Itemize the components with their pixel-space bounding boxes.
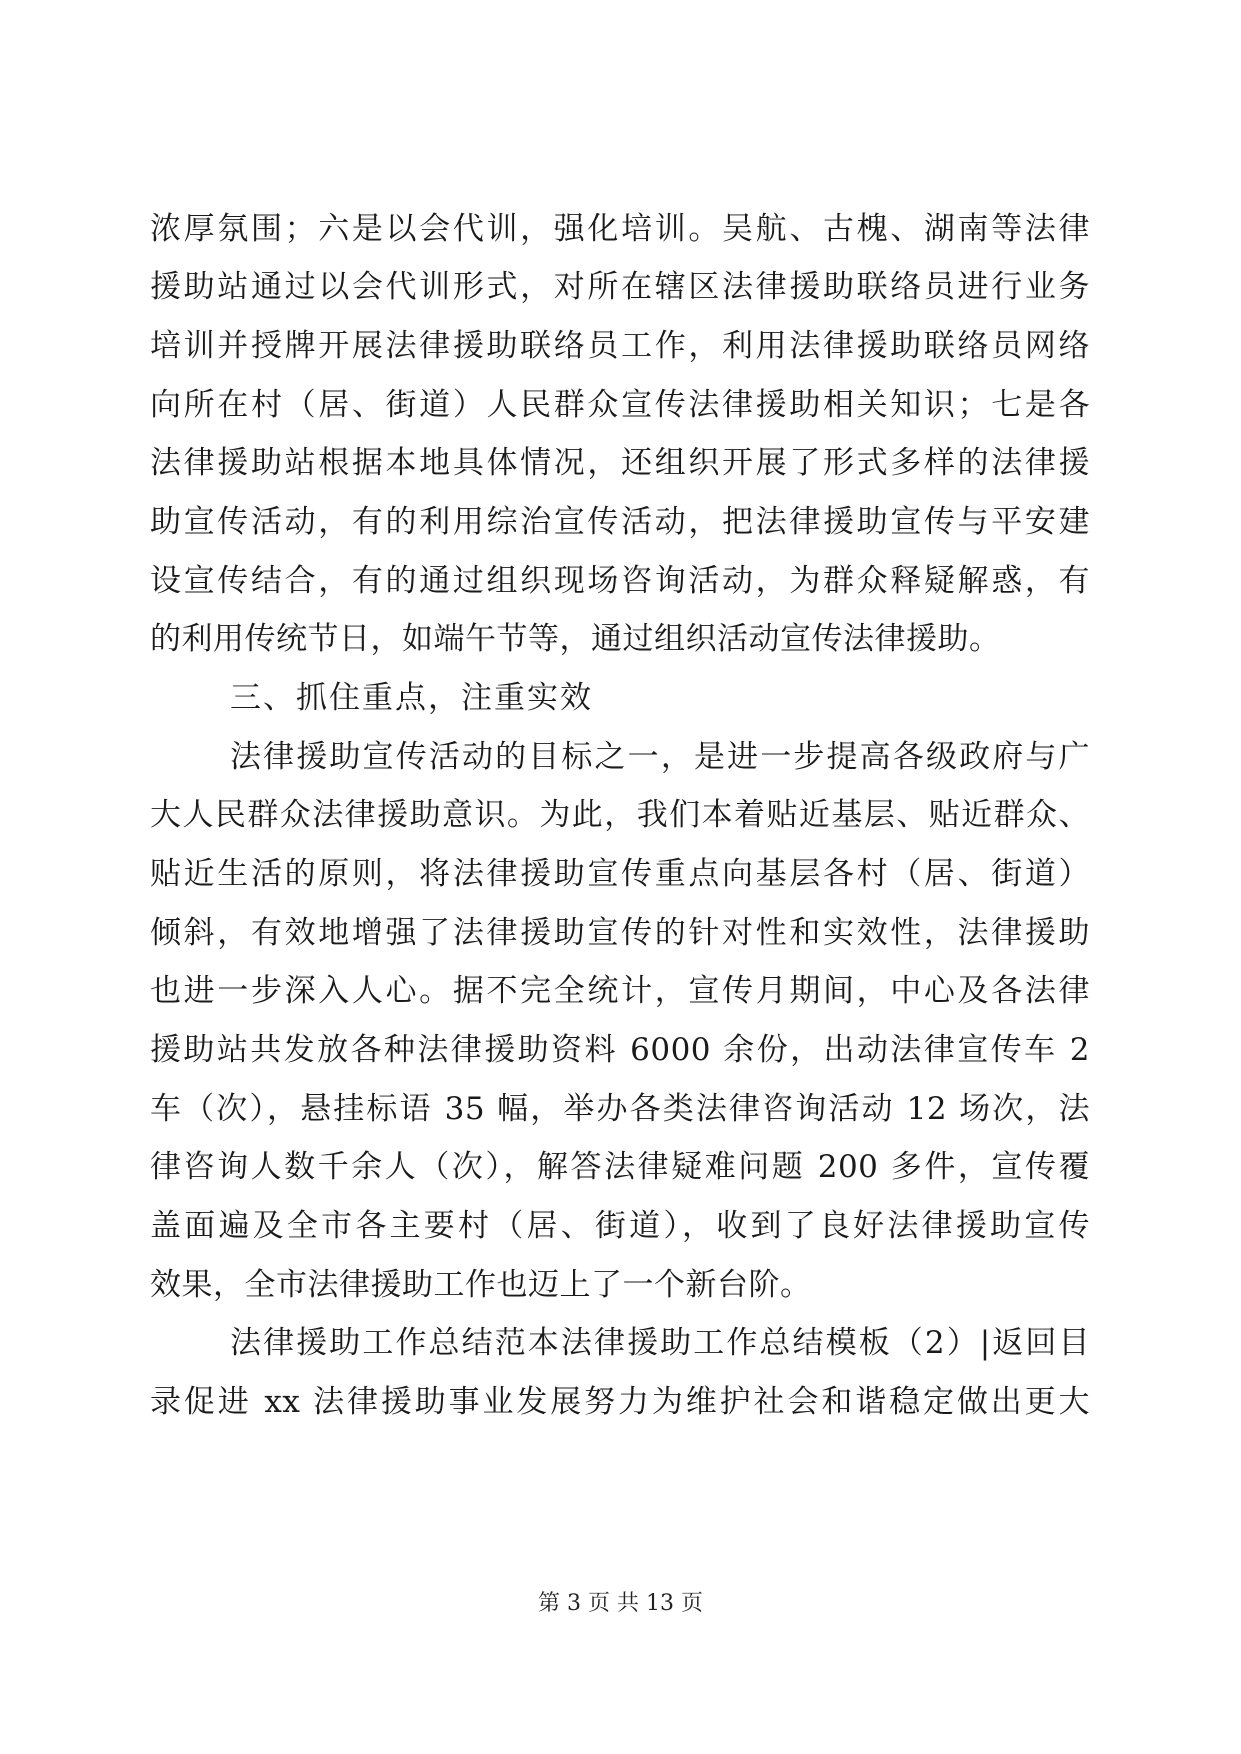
- paragraph-line: 助宣传活动，有的利用综治宣传活动，把法律援助宣传与平安建: [150, 504, 1090, 540]
- paragraph-line: 设宣传结合，有的通过组织现场咨询活动，为群众释疑解惑，有: [150, 563, 1090, 599]
- paragraph-line: 车（次），悬挂标语 35 幅，举办各类法律咨询活动 12 场次，法: [150, 1091, 1090, 1127]
- paragraph-line: 法律援助站根据本地具体情况，还组织开展了形式多样的法律援: [150, 445, 1090, 481]
- paragraph-line: 录促进 xx 法律援助事业发展努力为维护社会和谐稳定做出更大: [150, 1384, 1090, 1420]
- paragraph-line: 法律援助工作总结范本法律援助工作总结模板（2）|返回目: [230, 1325, 1090, 1361]
- paragraph-line: 培训并授牌开展法律援助联络员工作，利用法律援助联络员网络: [150, 328, 1090, 364]
- page-number-label: 第 3 页 共 13 页: [538, 1591, 703, 1616]
- paragraph-line: 贴近生活的原则，将法律援助宣传重点向基层各村（居、街道）: [150, 856, 1090, 892]
- paragraph-line: 效果，全市法律援助工作也迈上了一个新台阶。: [150, 1267, 812, 1303]
- paragraph-line: 的利用传统节日，如端午节等，通过组织活动宣传法律援助。: [150, 621, 1001, 657]
- paragraph-line: 援助站共发放各种法律援助资料 6000 余份，出动法律宣传车 2: [150, 1032, 1090, 1068]
- paragraph-line: 律咨询人数千余人（次），解答法律疑难问题 200 多件，宣传覆: [150, 1149, 1090, 1185]
- paragraph-line: 也进一步深入人心。据不完全统计，宣传月期间，中心及各法律: [150, 973, 1090, 1009]
- page-footer: [0, 1586, 1241, 1617]
- paragraph-line: 盖面遍及全市各主要村（居、街道），收到了良好法律援助宣传: [150, 1208, 1090, 1244]
- section-heading: 三、抓住重点，注重实效: [230, 680, 593, 716]
- paragraph-line: 法律援助宣传活动的目标之一，是进一步提高各级政府与广: [230, 739, 1090, 775]
- paragraph-line: 大人民群众法律援助意识。为此，我们本着贴近基层、贴近群众、: [150, 797, 1090, 833]
- paragraph-line: 浓厚氛围；六是以会代训，强化培训。吴航、古槐、湖南等法律: [150, 211, 1090, 247]
- paragraph-line: 援助站通过以会代训形式，对所在辖区法律援助联络员进行业务: [150, 269, 1090, 305]
- paragraph-line: 向所在村（居、街道）人民群众宣传法律援助相关知识；七是各: [150, 387, 1090, 423]
- paragraph-line: 倾斜，有效地增强了法律援助宣传的针对性和实效性，法律援助: [150, 915, 1090, 951]
